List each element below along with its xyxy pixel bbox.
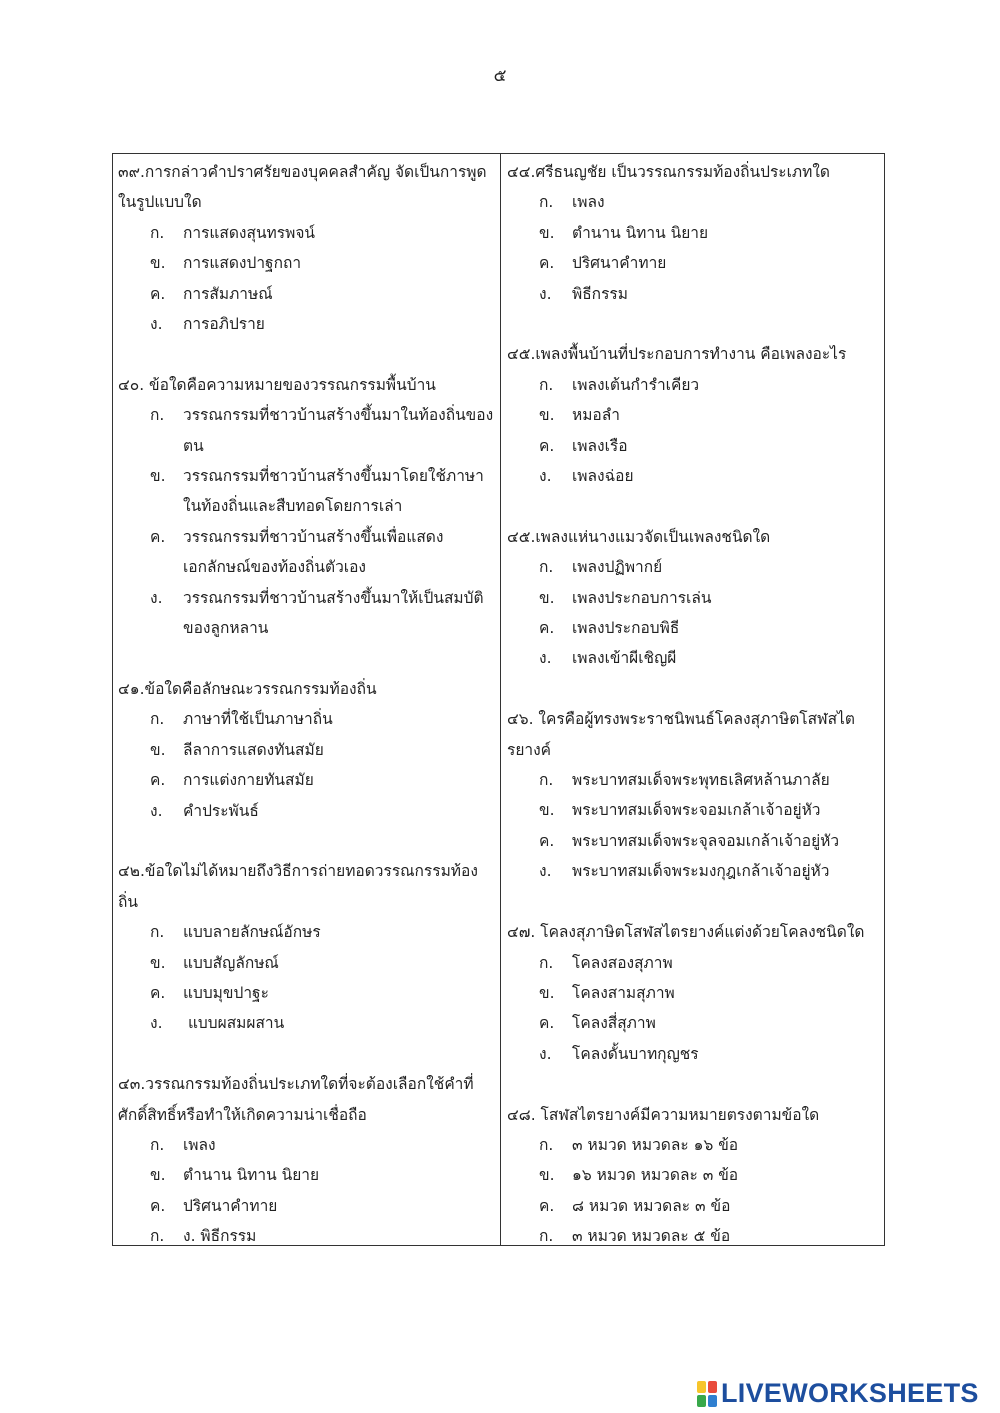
option-text: ๓ หมวด หมวดละ ๑๖ ข้อ — [572, 1135, 739, 1154]
option-label: ก. — [539, 558, 554, 577]
option-label: ค. — [539, 831, 555, 850]
option-text: พระบาทสมเด็จพระมงกุฎเกล้าเจ้าอยู่หัว — [572, 862, 830, 881]
answer-option[interactable] — [507, 1008, 879, 1038]
option-label: ก. — [150, 223, 165, 242]
option-text: การสัมภาษณ์ — [183, 284, 273, 303]
question-text: ๔๖. ใครคือผู้ทรงพระราชนิพนธ์โคลงสุภาษิตโสฬสไตรยางค์ — [507, 710, 855, 759]
option-label: ข. — [150, 254, 166, 273]
option-label: ข. — [539, 801, 555, 820]
option-text: โคลงสามสุภาพ — [572, 983, 675, 1002]
answer-option[interactable] — [507, 370, 879, 400]
option-text: ภาษาที่ใช้เป็นภาษาถิ่น — [183, 710, 333, 729]
option-label: ข. — [539, 983, 555, 1002]
option-text: เพลงปฏิพากย์ — [572, 558, 663, 577]
option-label: ข. — [539, 588, 555, 607]
answer-option[interactable] — [507, 1160, 879, 1190]
liveworksheets-logo — [697, 1378, 979, 1409]
option-label: ง. — [150, 315, 163, 334]
answer-option[interactable] — [118, 400, 494, 461]
option-label: ค. — [150, 284, 166, 303]
option-text: ลีลาการแสดงทันสมัย — [183, 740, 324, 759]
question-text: ๔๑.ข้อใดคือลักษณะวรรณกรรมท้องถิ่น — [118, 679, 377, 698]
option-text: เพลงประกอบการเล่น — [572, 588, 712, 607]
answer-option[interactable] — [507, 643, 879, 673]
logo-text: LIVEWORKSHEETS — [721, 1378, 979, 1408]
question-text: ๓๙.การกล่าวคำปราศรัยของบุคคลสำคัญ จัดเป็นการพูดในรูปแบบใด — [118, 163, 487, 212]
question-text: ๔๘. โสฬสไตรยางค์มีความหมายตรงตามข้อใด — [507, 1105, 820, 1124]
option-label: ค. — [539, 1014, 555, 1033]
option-label: ก. — [539, 1135, 554, 1154]
question-block — [507, 917, 879, 1069]
answer-option[interactable] — [507, 431, 879, 461]
option-text: วรรณกรรมที่ชาวบ้านสร้างขึ้นมาให้เป็นสมบัติของลูกหลาน — [183, 588, 484, 638]
option-label: ก. — [539, 953, 554, 972]
option-text: เพลงเข้าผีเชิญผี — [572, 649, 677, 668]
answer-option[interactable] — [118, 1130, 494, 1160]
answer-option[interactable] — [118, 279, 494, 309]
page-number: ๕ — [493, 66, 507, 86]
option-label: ข. — [539, 406, 555, 425]
answer-option[interactable] — [507, 1039, 879, 1069]
answer-option[interactable] — [507, 1130, 879, 1160]
option-text: เพลงประกอบพิธี — [572, 619, 680, 638]
option-label: ก. — [150, 923, 165, 942]
option-label: ข. — [539, 223, 555, 242]
answer-option[interactable] — [507, 400, 879, 430]
option-label: ค. — [150, 771, 166, 790]
question-block — [118, 856, 494, 1038]
option-label: ข. — [539, 1166, 555, 1185]
option-label: ก. — [539, 193, 554, 212]
option-label: ก. — [539, 771, 554, 790]
option-label: ข. — [150, 740, 166, 759]
answer-option[interactable] — [507, 613, 879, 643]
option-text: วรรณกรรมที่ชาวบ้านสร้างขึ้นมาโดยใช้ภาษาในท้องถิ่นและสืบทอดโดยการเล่า — [183, 467, 484, 516]
option-text: โคลงดั้นบาทกุญชร — [572, 1044, 699, 1063]
left-column — [118, 157, 494, 1252]
option-text: คำประพันธ์ — [183, 801, 259, 820]
question-block — [118, 157, 494, 339]
option-label: ค. — [539, 1196, 555, 1215]
answer-option[interactable] — [507, 856, 879, 886]
question-block — [507, 157, 879, 309]
question-block — [118, 1069, 494, 1251]
question-text: ๔๓.วรรณกรรมท้องถิ่นประเภทใดที่จะต้องเลือกใช้คำที่ศักดิ์สิทธิ์หรือทำให้เกิดความน่าเชื่อถือ — [118, 1075, 474, 1124]
option-text: วรรณกรรมที่ชาวบ้านสร้างขึ้นเพื่อแสดงเอกลักษณ์ของท้องถิ่นตัวเอง — [183, 527, 444, 577]
option-text: การอภิปราย — [183, 315, 265, 334]
option-text: เพลงเต้นกำรำเคียว — [572, 375, 700, 394]
answer-option[interactable] — [118, 218, 494, 248]
option-label: ง. — [150, 1014, 163, 1033]
option-text: การแสดงปาฐกถา — [183, 254, 302, 273]
option-label: ค. — [150, 1196, 166, 1215]
question-text: ๔๐. ข้อใดคือความหมายของวรรณกรรมพื้นบ้าน — [118, 375, 436, 394]
answer-option[interactable] — [507, 583, 879, 613]
option-text: แบบลายลักษณ์อักษร — [183, 923, 321, 942]
option-label: ก. — [150, 1135, 165, 1154]
column-divider — [500, 154, 501, 1245]
answer-option[interactable] — [118, 735, 494, 765]
question-text: ๔๕.เพลงพื้นบ้านที่ประกอบการทำงาน คือเพลงอะไร — [507, 345, 847, 364]
option-text: ตำนาน นิทาน นิยาย — [572, 223, 709, 242]
answer-option[interactable] — [118, 796, 494, 826]
answer-option[interactable] — [118, 917, 494, 947]
question-table — [112, 153, 885, 1246]
answer-option[interactable] — [118, 1221, 494, 1251]
question-text: ๔๕.เพลงแห่นางแมวจัดเป็นเพลงชนิดใด — [507, 527, 771, 546]
option-text: โคลงสองสุภาพ — [572, 953, 673, 972]
option-text: เพลงเรือ — [572, 436, 628, 455]
option-label: ง. — [539, 467, 552, 486]
question-text: ๔๔.ศรีธนญชัย เป็นวรรณกรรมท้องถิ่นประเภทใด — [507, 163, 830, 181]
question-block — [507, 1100, 879, 1252]
option-text: ตำนาน นิทาน นิยาย — [183, 1166, 320, 1185]
answer-option[interactable] — [507, 826, 879, 856]
question-block — [507, 704, 879, 886]
answer-option[interactable] — [507, 461, 879, 491]
answer-option[interactable] — [118, 1008, 494, 1038]
option-text: วรรณกรรมที่ชาวบ้านสร้างขึ้นมาในท้องถิ่นของตน — [183, 406, 494, 455]
answer-option[interactable] — [507, 248, 879, 278]
option-text: ๓ หมวด หมวดละ ๕ ข้อ — [572, 1227, 731, 1246]
option-text: การแสดงสุนทรพจน์ — [183, 223, 315, 242]
question-block — [118, 370, 494, 644]
option-text: แบบผสมผสาน — [183, 1014, 285, 1033]
option-text: แบบสัญลักษณ์ — [183, 953, 279, 972]
option-label: ค. — [539, 254, 555, 273]
option-label: ค. — [150, 983, 166, 1002]
option-label: ก. — [150, 1227, 165, 1246]
answer-option[interactable] — [118, 704, 494, 734]
question-text: ๔๒.ข้อใดไม่ได้หมายถึงวิธีการถ่ายทอดวรรณกรรมท้องถิ่น — [118, 862, 478, 911]
answer-option[interactable] — [118, 309, 494, 339]
option-text: แบบมุขปาฐะ — [183, 983, 269, 1002]
answer-option[interactable] — [118, 522, 494, 583]
option-text: การแต่งกายทันสมัย — [183, 771, 314, 790]
option-text: ๘ หมวด หมวดละ ๓ ข้อ — [572, 1196, 731, 1215]
answer-option[interactable] — [118, 978, 494, 1008]
option-text: โคลงสี่สุภาพ — [572, 1014, 656, 1033]
answer-option[interactable] — [118, 1160, 494, 1190]
option-label: ก. — [150, 710, 165, 729]
option-text: ง. พิธีกรรม — [183, 1227, 257, 1246]
answer-option[interactable] — [507, 279, 879, 309]
liveworksheets-icon — [697, 1381, 717, 1407]
option-text: พระบาทสมเด็จพระจุลจอมเกล้าเจ้าอยู่หัว — [572, 831, 840, 850]
answer-option[interactable] — [507, 187, 879, 217]
option-text: พระบาทสมเด็จพระจอมเกล้าเจ้าอยู่หัว — [572, 801, 821, 820]
option-label: ข. — [150, 467, 166, 486]
option-label: ก. — [539, 1227, 554, 1246]
answer-option[interactable] — [118, 583, 494, 644]
answer-option[interactable] — [118, 461, 494, 522]
option-text: ๑๖ หมวด หมวดละ ๓ ข้อ — [572, 1166, 739, 1185]
option-label: ก. — [539, 375, 554, 394]
answer-option[interactable] — [118, 248, 494, 278]
answer-option[interactable] — [507, 1191, 879, 1221]
option-text: หมอลำ — [572, 406, 620, 425]
question-block — [507, 339, 879, 491]
answer-option[interactable] — [507, 765, 879, 795]
answer-option[interactable] — [507, 1221, 879, 1251]
question-block — [118, 674, 494, 826]
answer-option[interactable] — [507, 218, 879, 248]
answer-option[interactable] — [507, 795, 879, 825]
right-column — [507, 157, 879, 1252]
answer-option[interactable] — [118, 765, 494, 795]
option-text: ปริศนาคำทาย — [183, 1196, 278, 1215]
option-label: ข. — [150, 953, 166, 972]
option-label: ง. — [150, 588, 163, 607]
question-block — [507, 522, 879, 674]
option-text: เพลงฉ่อย — [572, 467, 634, 486]
option-label: ง. — [539, 649, 552, 668]
option-label: ง. — [539, 862, 552, 881]
option-text: เพลง — [572, 193, 605, 212]
option-text: ปริศนาคำทาย — [572, 254, 667, 273]
answer-option[interactable] — [118, 948, 494, 978]
answer-option[interactable] — [507, 948, 879, 978]
option-label: ง. — [539, 1044, 552, 1063]
answer-option[interactable] — [507, 978, 879, 1008]
option-label: ค. — [150, 527, 166, 546]
answer-option[interactable] — [118, 1191, 494, 1221]
option-label: ข. — [150, 1166, 166, 1185]
answer-option[interactable] — [507, 552, 879, 582]
option-text: พิธีกรรม — [572, 284, 628, 303]
option-label: ค. — [539, 619, 555, 638]
option-label: ง. — [150, 801, 163, 820]
option-label: ง. — [539, 284, 552, 303]
option-text: เพลง — [183, 1135, 216, 1154]
option-text: พระบาทสมเด็จพระพุทธเลิศหล้านภาลัย — [572, 771, 830, 790]
option-label: ค. — [539, 436, 555, 455]
question-text: ๔๗. โคลงสุภาษิตโสฬสไตรยางค์แต่งด้วยโคลงชนิดใด — [507, 923, 865, 942]
option-label: ก. — [150, 406, 165, 425]
